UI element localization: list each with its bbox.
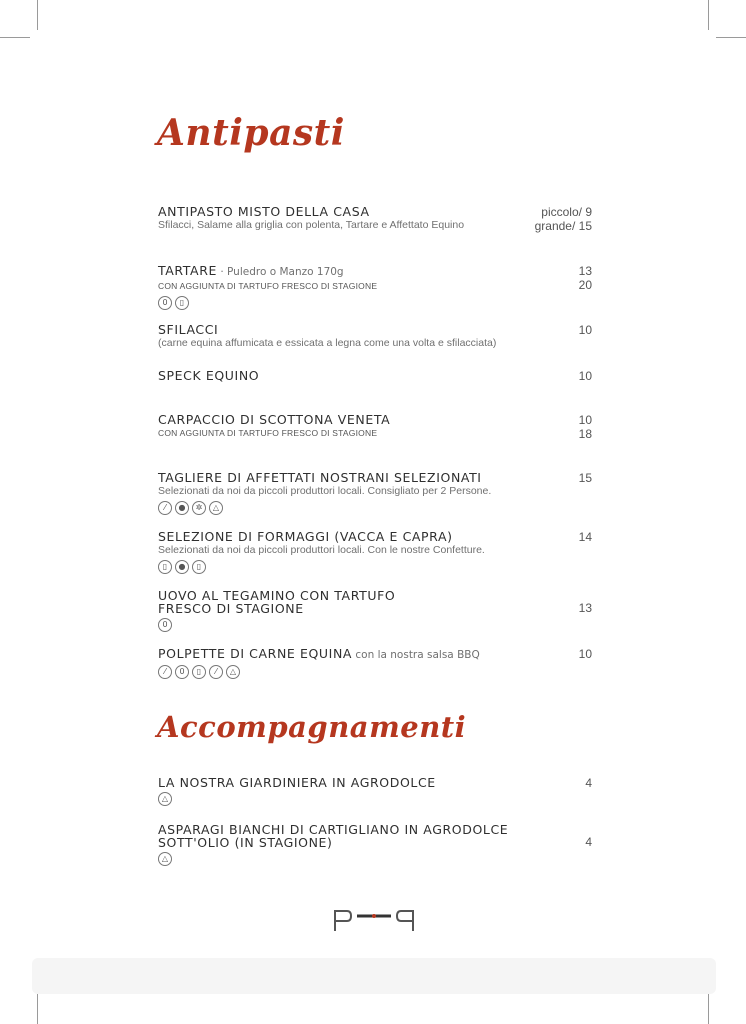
item-name: POLPETTE DI CARNE EQUINA con la nostra salsa BBQ bbox=[158, 646, 480, 661]
item-price: 15 bbox=[578, 471, 592, 485]
item-price: 13 20 bbox=[578, 264, 592, 292]
egg-icon: 0 bbox=[175, 665, 189, 679]
flask-icon: △ bbox=[158, 852, 172, 866]
crop-mark bbox=[37, 0, 38, 30]
restaurant-logo bbox=[333, 909, 415, 933]
item-name: ASPARAGI BIANCHI DI CARTIGLIANO IN AGRODOLCE bbox=[158, 822, 509, 837]
egg-icon: 0 bbox=[158, 296, 172, 310]
item-description: Selezionati da noi da piccoli produttori locali. Con le nostre Confetture. bbox=[158, 544, 485, 556]
crop-mark bbox=[37, 994, 38, 1024]
menu-item bbox=[158, 471, 592, 515]
item-price: 10 18 bbox=[578, 413, 592, 441]
antipasti-title: Antipasti bbox=[157, 112, 345, 154]
milk-icon: ▯ bbox=[192, 665, 206, 679]
menu-item bbox=[158, 589, 592, 632]
celery-icon: ⁄ bbox=[158, 665, 172, 679]
bottle-icon: ▯ bbox=[175, 296, 189, 310]
item-name: UOVO AL TEGAMINO CON TARTUFO bbox=[158, 588, 396, 603]
item-description: Selezionati da noi da piccoli produttori locali. Consigliato per 2 Persone. bbox=[158, 485, 492, 497]
item-note: CON AGGIUNTA DI TARTUFO FRESCO DI STAGIONE bbox=[158, 428, 378, 438]
celery-icon: ⁄ bbox=[158, 501, 172, 515]
item-note: CON AGGIUNTA DI TARTUFO FRESCO DI STAGIONE bbox=[158, 281, 378, 291]
item-price: 10 bbox=[578, 323, 592, 337]
menu-item bbox=[158, 647, 592, 679]
allergen-icons bbox=[158, 296, 592, 310]
footer-band bbox=[32, 958, 716, 994]
allergen-icons bbox=[158, 618, 592, 632]
egg-icon: 0 bbox=[158, 618, 172, 632]
item-name: SPECK EQUINO bbox=[158, 368, 260, 383]
item-name: TAGLIERE DI AFFETTATI NOSTRANI SELEZIONATI bbox=[158, 470, 482, 485]
item-price: 13 bbox=[578, 601, 592, 615]
menu-item bbox=[158, 776, 592, 806]
mustard-icon: ● bbox=[175, 501, 189, 515]
item-description: Sfilacci, Salame alla griglia con polenta, Tartare e Affettato Equino bbox=[158, 219, 465, 231]
flask-icon: △ bbox=[209, 501, 223, 515]
menu-item bbox=[158, 205, 592, 232]
item-name-line2: FRESCO DI STAGIONE bbox=[158, 601, 304, 616]
flask-icon: △ bbox=[226, 665, 240, 679]
bottle-icon: ▯ bbox=[158, 560, 172, 574]
allergen-icons bbox=[158, 665, 592, 679]
allergen-icons bbox=[158, 560, 592, 574]
wheat-icon: ✲ bbox=[192, 501, 206, 515]
menu-item bbox=[158, 264, 592, 310]
item-name: CARPACCIO DI SCOTTONA VENETA bbox=[158, 412, 391, 427]
item-name: SELEZIONE DI FORMAGGI (VACCA E CAPRA) bbox=[158, 529, 453, 544]
item-name: LA NOSTRA GIARDINIERA IN AGRODOLCE bbox=[158, 775, 436, 790]
item-name: SFILACCI bbox=[158, 322, 219, 337]
milk-icon: ▯ bbox=[192, 560, 206, 574]
crop-mark bbox=[0, 37, 30, 38]
item-description: (carne equina affumicata e essicata a legna come una volta e sfilacciata) bbox=[158, 337, 497, 349]
accompagnamenti-title: Accompagnamenti bbox=[157, 710, 467, 744]
menu-item bbox=[158, 323, 592, 350]
item-name: ANTIPASTO MISTO DELLA CASA bbox=[158, 204, 370, 219]
menu-item bbox=[158, 413, 592, 440]
item-price: 4 bbox=[585, 835, 592, 849]
menu-item bbox=[158, 823, 592, 866]
crop-mark bbox=[716, 37, 746, 38]
celery-icon: ⁄ bbox=[209, 665, 223, 679]
allergen-icons bbox=[158, 792, 592, 806]
item-price: 10 bbox=[578, 369, 592, 383]
crop-mark bbox=[708, 0, 709, 30]
item-price: 4 bbox=[585, 776, 592, 790]
allergen-icons bbox=[158, 501, 592, 515]
item-price: 10 bbox=[578, 647, 592, 661]
item-price: 14 bbox=[578, 530, 592, 544]
crop-mark bbox=[708, 994, 709, 1024]
mustard-icon: ● bbox=[175, 560, 189, 574]
flask-icon: △ bbox=[158, 792, 172, 806]
item-name: TARTARE · Puledro o Manzo 170g bbox=[158, 263, 344, 278]
allergen-icons bbox=[158, 852, 592, 866]
item-price: piccolo/ 9 grande/ 15 bbox=[534, 205, 592, 233]
item-name-line2: SOTT'OLIO (IN STAGIONE) bbox=[158, 835, 333, 850]
menu-item bbox=[158, 530, 592, 574]
menu-item bbox=[158, 369, 592, 382]
